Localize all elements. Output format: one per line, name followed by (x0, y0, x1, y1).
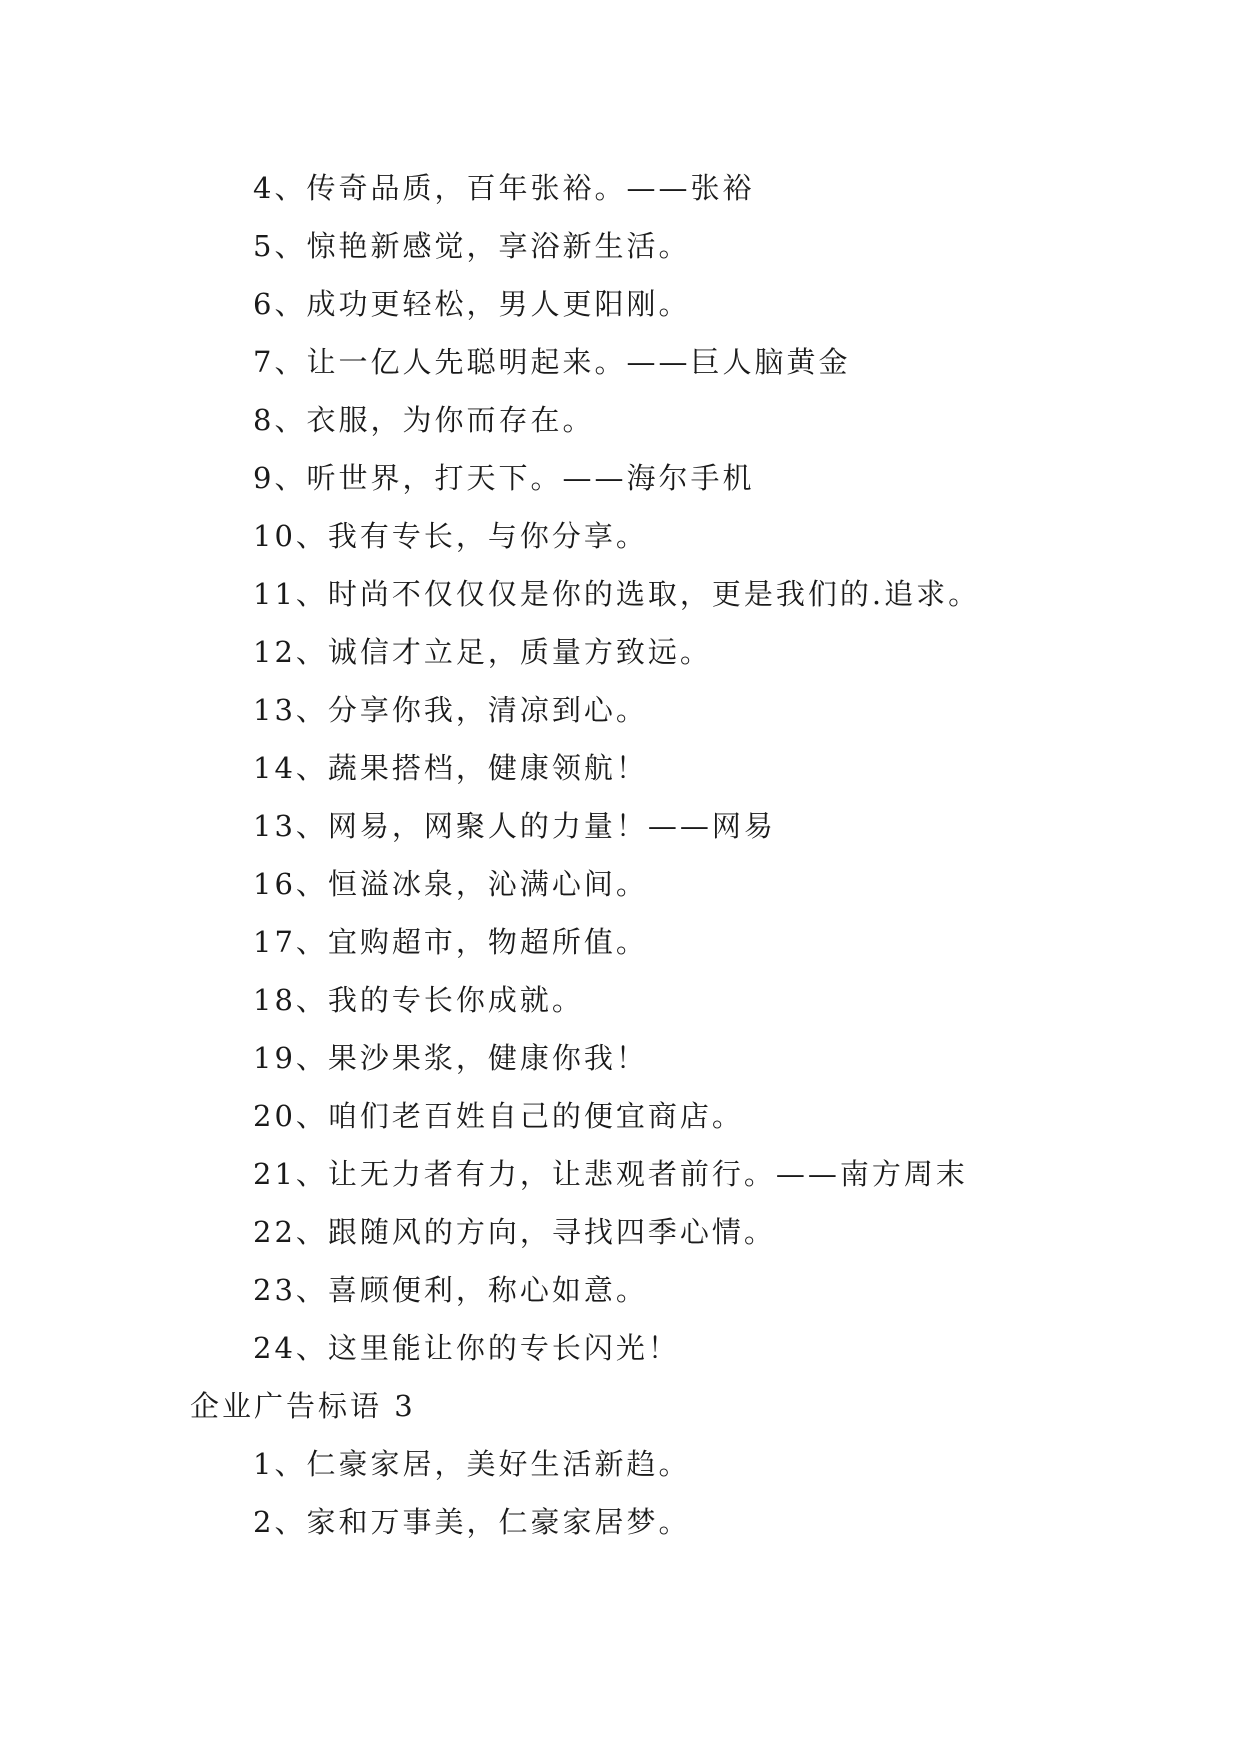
list-item: 11、时尚不仅仅仅是你的选取，更是我们的.追求。 (253, 577, 981, 611)
list-item: 5、惊艳新感觉，享浴新生活。 (253, 229, 691, 263)
document-body (0, 159, 1241, 1551)
list-item: 13、网易，网聚人的力量！——网易 (253, 809, 776, 843)
section-heading: 企业广告标语 3 (190, 1389, 416, 1423)
list-item: 1、仁豪家居，美好生活新趋。 (253, 1447, 691, 1481)
list-item: 2、家和万事美，仁豪家居梦。 (253, 1505, 691, 1539)
list-item: 10、我有专长，与你分享。 (253, 519, 648, 553)
list-item: 14、蔬果搭档，健康领航！ (253, 751, 648, 785)
list-item: 4、传奇品质，百年张裕。——张裕 (253, 171, 755, 205)
list-item: 24、这里能让你的专长闪光！ (253, 1331, 680, 1365)
list-item: 9、听世界，打天下。——海尔手机 (253, 461, 755, 495)
list-item: 18、我的专长你成就。 (253, 983, 584, 1017)
list-item: 20、咱们老百姓自己的便宜商店。 (253, 1099, 744, 1133)
list-item: 16、恒溢冰泉，沁满心间。 (253, 867, 648, 901)
list-item: 22、跟随风的方向，寻找四季心情。 (253, 1215, 776, 1249)
list-item: 7、让一亿人先聪明起来。——巨人脑黄金 (253, 345, 851, 379)
list-item: 23、喜顾便利，称心如意。 (253, 1273, 648, 1307)
list-item: 12、诚信才立足，质量方致远。 (253, 635, 712, 669)
list-item: 8、衣服，为你而存在。 (253, 403, 595, 437)
list-item: 17、宜购超市，物超所值。 (253, 925, 648, 959)
list-item: 19、果沙果浆，健康你我！ (253, 1041, 648, 1075)
list-item: 21、让无力者有力，让悲观者前行。——南方周末 (253, 1157, 968, 1191)
list-item: 13、分享你我，清凉到心。 (253, 693, 648, 727)
list-item: 6、成功更轻松，男人更阳刚。 (253, 287, 691, 321)
